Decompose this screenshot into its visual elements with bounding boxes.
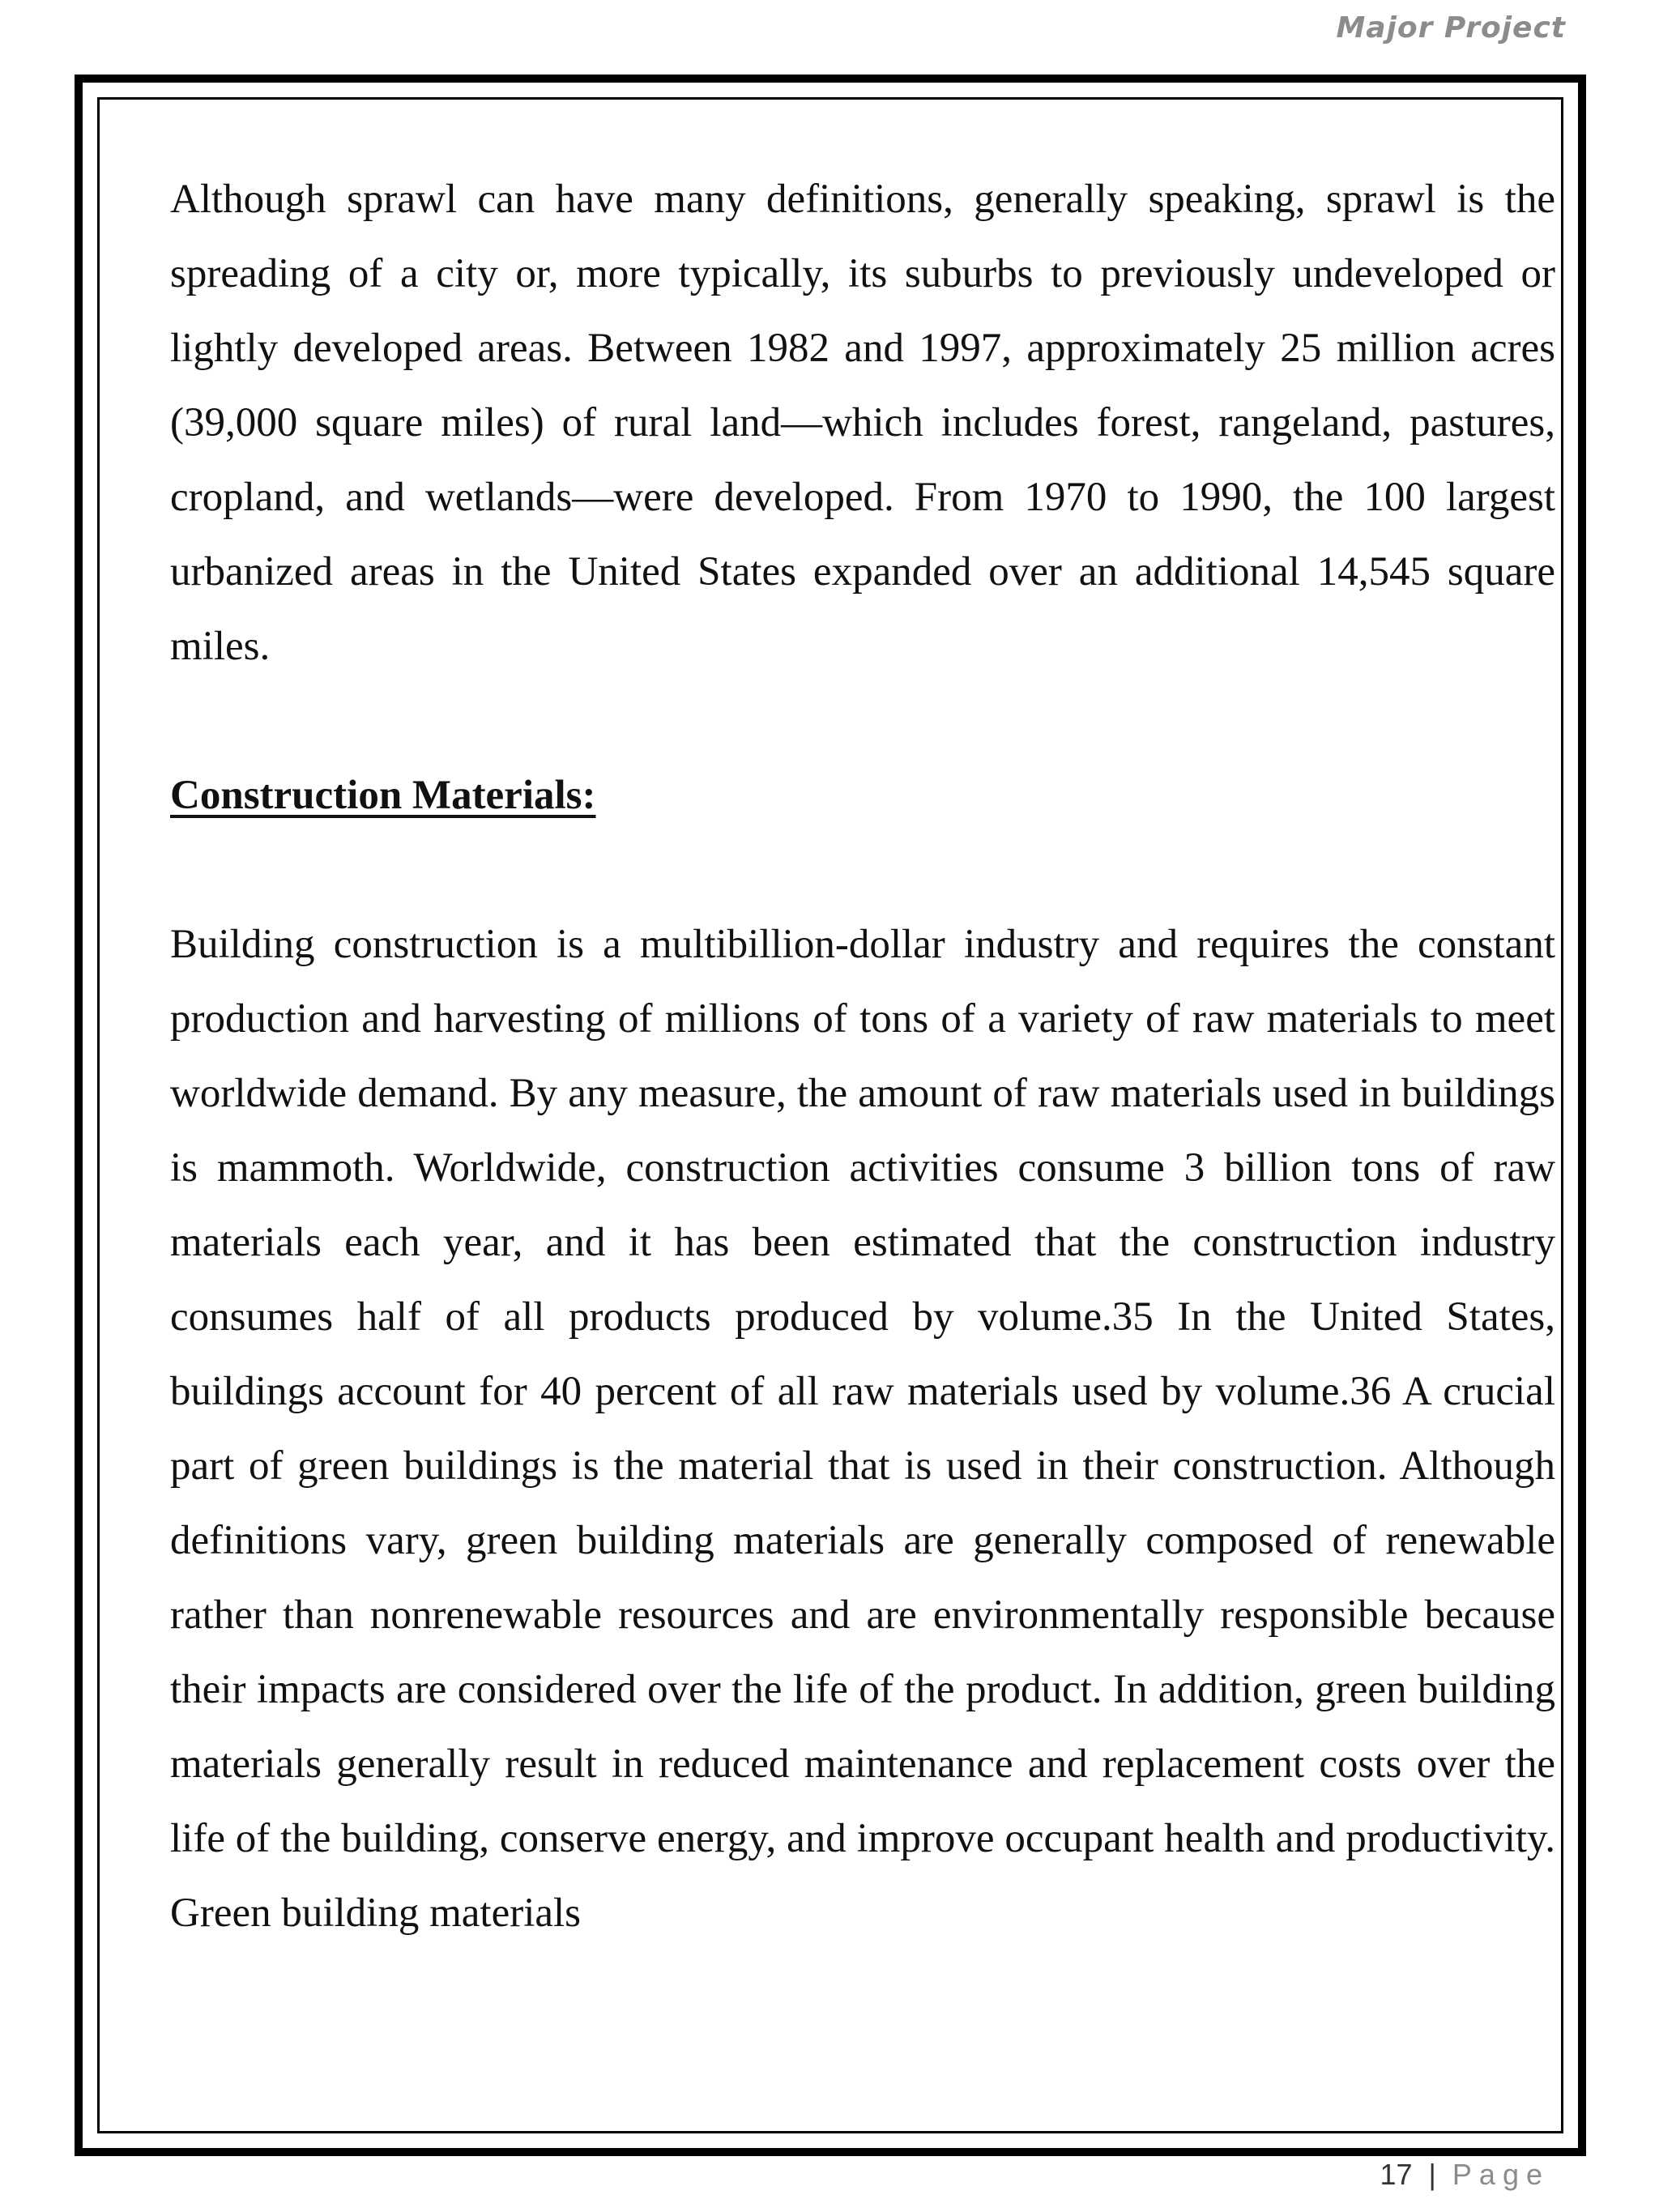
page-content [170,162,1555,1950]
page-separator: | [1428,2158,1436,2191]
running-header: Major Project [1336,11,1566,45]
page-footer [1380,2158,1550,2192]
paragraph-construction-materials: Building construction is a multibillion-dollar industry and requires the constant production and harvesting of millions of tons of a variety of raw materials to meet worldwide demand. By any measure, the amount of raw materials used in buildings is mammoth. Worldwide, construction activities consume 3 billion tons of raw materials each year, and it has been estimated that the construction industry consumes half of all products produced by volume.35 In the United States, buildings account for 40 percent of all raw materials used by volume.36 A crucial part of green buildings is the material that is used in their construction. Although definitions vary, green building materials are generally composed of renewable rather than nonrenewable resources and are environmentally responsible because their impacts are considered over the life of the product. In addition, green building materials generally result in reduced maintenance and replacement costs over the life of the building, conserve energy, and improve occupant health and productivity. Green building materials [170,922,1555,1936]
section-heading: Construction Materials: [170,773,596,818]
page-label: Page [1452,2158,1550,2191]
page-number: 17 [1380,2158,1413,2191]
paragraph-sprawl: Although sprawl can have many definitions, generally speaking, sprawl is the spreading of a city or, more typically, its suburbs to previously undeveloped or lightly developed areas. Between 1982 and 1997, approximately 25 million acres (39,000 square miles) of rural land—which includes forest, rangeland, pastures, cropland, and wetlands—were developed. From 1970 to 1990, the 100 largest urbanized areas in the United States expanded over an additional 14,545 square miles. [170,177,1555,669]
